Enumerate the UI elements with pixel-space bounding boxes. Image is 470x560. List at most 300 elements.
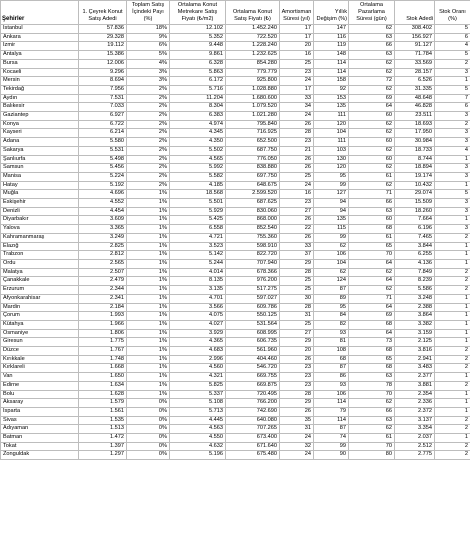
cell-stock-ratio: 2 bbox=[435, 451, 470, 460]
cell-price-per-m2: 4.701 bbox=[170, 294, 226, 303]
cell-sales-share: 1% bbox=[127, 294, 170, 303]
cell-stock-ratio: 1 bbox=[435, 329, 470, 338]
cell-stock-ratio: 2 bbox=[435, 381, 470, 390]
cell-payback-years: 24 bbox=[280, 112, 314, 121]
cell-avg-price: 652.500 bbox=[226, 138, 280, 147]
cell-stock-count: 18.693 bbox=[395, 120, 435, 129]
cell-price-per-m2: 2.996 bbox=[170, 355, 226, 364]
header-city: Şehirler bbox=[1, 1, 79, 25]
cell-stock-ratio: 1 bbox=[435, 251, 470, 260]
cell-sales-share: 1% bbox=[127, 233, 170, 242]
cell-stock-count: 2.372 bbox=[395, 407, 435, 416]
cell-sales-count: 1.561 bbox=[79, 407, 127, 416]
cell-city: Düzce bbox=[1, 347, 79, 356]
cell-stock-count: 3.382 bbox=[395, 320, 435, 329]
table-row bbox=[1, 181, 470, 190]
cell-city: Batman bbox=[1, 434, 79, 443]
cell-marketing-days: 62 bbox=[349, 59, 395, 68]
cell-avg-price: 720.495 bbox=[226, 390, 280, 399]
cell-sales-count: 3.365 bbox=[79, 225, 127, 234]
cell-stock-ratio: 2 bbox=[435, 120, 470, 129]
cell-payback-years: 37 bbox=[280, 251, 314, 260]
cell-stock-count: 46.828 bbox=[395, 103, 435, 112]
cell-yearly-change: 111 bbox=[314, 138, 349, 147]
cell-payback-years: 16 bbox=[280, 51, 314, 60]
cell-yearly-change: 95 bbox=[314, 172, 349, 181]
cell-yearly-change: 104 bbox=[314, 129, 349, 138]
cell-avg-price: 854.280 bbox=[226, 59, 280, 68]
cell-payback-years: 35 bbox=[280, 416, 314, 425]
cell-yearly-change: 120 bbox=[314, 164, 349, 173]
header-row bbox=[1, 1, 470, 25]
table-row bbox=[1, 190, 470, 199]
table-row bbox=[1, 303, 470, 312]
cell-price-per-m2: 3.523 bbox=[170, 242, 226, 251]
header-sales-share: Toplam Satış İçindeki Payı (%) bbox=[127, 1, 170, 25]
cell-marketing-days: 65 bbox=[349, 355, 395, 364]
cell-city: Ordu bbox=[1, 259, 79, 268]
cell-city: Antalya bbox=[1, 51, 79, 60]
table-row bbox=[1, 390, 470, 399]
cell-price-per-m2: 3.929 bbox=[170, 329, 226, 338]
table-row bbox=[1, 329, 470, 338]
cell-marketing-days: 64 bbox=[349, 103, 395, 112]
table-row bbox=[1, 373, 470, 382]
cell-yearly-change: 114 bbox=[314, 68, 349, 77]
cell-city: Denizli bbox=[1, 207, 79, 216]
cell-sales-count: 2.825 bbox=[79, 242, 127, 251]
cell-marketing-days: 61 bbox=[349, 172, 395, 181]
cell-sales-count: 9.296 bbox=[79, 68, 127, 77]
cell-sales-count: 1.966 bbox=[79, 320, 127, 329]
cell-sales-count: 6.722 bbox=[79, 120, 127, 129]
cell-price-per-m2: 11.204 bbox=[170, 94, 226, 103]
cell-stock-ratio: 5 bbox=[435, 51, 470, 60]
cell-stock-count: 3.137 bbox=[395, 416, 435, 425]
table-row bbox=[1, 407, 470, 416]
table-row bbox=[1, 442, 470, 451]
cell-avg-price: 608.995 bbox=[226, 329, 280, 338]
cell-yearly-change: 62 bbox=[314, 242, 349, 251]
table-row bbox=[1, 416, 470, 425]
cell-avg-price: 707.940 bbox=[226, 259, 280, 268]
cell-stock-ratio: 3 bbox=[435, 129, 470, 138]
cell-sales-count: 1.806 bbox=[79, 329, 127, 338]
cell-city: İzmir bbox=[1, 42, 79, 51]
cell-stock-ratio: 2 bbox=[435, 416, 470, 425]
cell-sales-share: 1% bbox=[127, 190, 170, 199]
cell-yearly-change: 84 bbox=[314, 312, 349, 321]
cell-payback-years: 20 bbox=[280, 42, 314, 51]
cell-marketing-days: 68 bbox=[349, 364, 395, 373]
cell-price-per-m2: 18.568 bbox=[170, 190, 226, 199]
cell-city: Edirne bbox=[1, 381, 79, 390]
cell-sales-share: 1% bbox=[127, 207, 170, 216]
cell-price-per-m2: 4.027 bbox=[170, 320, 226, 329]
cell-sales-count: 2.479 bbox=[79, 277, 127, 286]
cell-city: Giresun bbox=[1, 338, 79, 347]
cell-avg-price: 697.750 bbox=[226, 172, 280, 181]
cell-sales-share: 1% bbox=[127, 225, 170, 234]
cell-price-per-m2: 3.135 bbox=[170, 286, 226, 295]
cell-yearly-change: 148 bbox=[314, 51, 349, 60]
cell-stock-count: 2.941 bbox=[395, 355, 435, 364]
cell-payback-years: 26 bbox=[280, 164, 314, 173]
cell-payback-years: 34 bbox=[280, 103, 314, 112]
cell-marketing-days: 69 bbox=[349, 312, 395, 321]
cell-sales-share: 0% bbox=[127, 442, 170, 451]
cell-stock-count: 18.733 bbox=[395, 146, 435, 155]
cell-payback-years: 30 bbox=[280, 294, 314, 303]
table-row bbox=[1, 112, 470, 121]
table-row bbox=[1, 338, 470, 347]
cell-avg-price: 755.360 bbox=[226, 233, 280, 242]
table-row bbox=[1, 268, 470, 277]
cell-stock-ratio: 6 bbox=[435, 33, 470, 42]
cell-stock-ratio: 1 bbox=[435, 216, 470, 225]
cell-city: Tekirdağ bbox=[1, 85, 79, 94]
cell-payback-years: 17 bbox=[280, 25, 314, 34]
cell-price-per-m2: 5.716 bbox=[170, 85, 226, 94]
cell-marketing-days: 62 bbox=[349, 129, 395, 138]
cell-stock-ratio: 7 bbox=[435, 94, 470, 103]
cell-stock-count: 6.526 bbox=[395, 77, 435, 86]
cell-city: Çorum bbox=[1, 312, 79, 321]
cell-price-per-m2: 4.321 bbox=[170, 373, 226, 382]
cell-payback-years: 25 bbox=[280, 59, 314, 68]
cell-price-per-m2: 9.861 bbox=[170, 51, 226, 60]
cell-avg-price: 1.028.880 bbox=[226, 85, 280, 94]
cell-yearly-change: 135 bbox=[314, 103, 349, 112]
cell-marketing-days: 62 bbox=[349, 68, 395, 77]
table-row bbox=[1, 77, 470, 86]
cell-sales-share: 2% bbox=[127, 138, 170, 147]
cell-sales-share: 2% bbox=[127, 112, 170, 121]
cell-payback-years: 32 bbox=[280, 442, 314, 451]
cell-marketing-days: 68 bbox=[349, 320, 395, 329]
cell-sales-share: 2% bbox=[127, 94, 170, 103]
cell-marketing-days: 70 bbox=[349, 442, 395, 451]
cell-stock-count: 3.864 bbox=[395, 312, 435, 321]
cell-marketing-days: 68 bbox=[349, 347, 395, 356]
cell-sales-count: 7.531 bbox=[79, 94, 127, 103]
cell-stock-ratio: 1 bbox=[435, 320, 470, 329]
cell-city: Kahramanmaraş bbox=[1, 233, 79, 242]
cell-avg-price: 925.800 bbox=[226, 77, 280, 86]
cell-payback-years: 23 bbox=[280, 373, 314, 382]
cell-yearly-change: 127 bbox=[314, 190, 349, 199]
cell-avg-price: 404.460 bbox=[226, 355, 280, 364]
cell-price-per-m2: 5.713 bbox=[170, 407, 226, 416]
cell-sales-count: 1.579 bbox=[79, 399, 127, 408]
header-stock-count: Stok Adedi bbox=[395, 1, 435, 25]
cell-stock-ratio: 2 bbox=[435, 268, 470, 277]
cell-marketing-days: 60 bbox=[349, 216, 395, 225]
cell-avg-price: 675.480 bbox=[226, 451, 280, 460]
cell-stock-count: 18.894 bbox=[395, 164, 435, 173]
cell-sales-share: 1% bbox=[127, 347, 170, 356]
cell-price-per-m2: 5.501 bbox=[170, 199, 226, 208]
cell-stock-count: 2.512 bbox=[395, 442, 435, 451]
cell-avg-price: 766.200 bbox=[226, 399, 280, 408]
cell-stock-ratio: 2 bbox=[435, 425, 470, 434]
cell-marketing-days: 62 bbox=[349, 399, 395, 408]
cell-sales-count: 1.634 bbox=[79, 381, 127, 390]
cell-sales-share: 1% bbox=[127, 381, 170, 390]
cell-sales-share: 2% bbox=[127, 164, 170, 173]
table-row bbox=[1, 364, 470, 373]
cell-sales-share: 0% bbox=[127, 407, 170, 416]
cell-price-per-m2: 5.142 bbox=[170, 251, 226, 260]
cell-price-per-m2: 5.825 bbox=[170, 381, 226, 390]
cell-payback-years: 26 bbox=[280, 120, 314, 129]
cell-sales-share: 1% bbox=[127, 320, 170, 329]
cell-yearly-change: 116 bbox=[314, 33, 349, 42]
cell-stock-count: 3.844 bbox=[395, 242, 435, 251]
cell-sales-count: 1.993 bbox=[79, 312, 127, 321]
table-row bbox=[1, 85, 470, 94]
cell-marketing-days: 64 bbox=[349, 329, 395, 338]
cell-payback-years: 23 bbox=[280, 381, 314, 390]
cell-sales-count: 2.565 bbox=[79, 259, 127, 268]
table-row bbox=[1, 434, 470, 443]
cell-sales-count: 29.328 bbox=[79, 33, 127, 42]
cell-marketing-days: 65 bbox=[349, 242, 395, 251]
cell-stock-count: 3.159 bbox=[395, 329, 435, 338]
cell-price-per-m2: 4.560 bbox=[170, 364, 226, 373]
cell-marketing-days: 70 bbox=[349, 390, 395, 399]
cell-yearly-change: 158 bbox=[314, 77, 349, 86]
cell-price-per-m2: 4.365 bbox=[170, 338, 226, 347]
cell-payback-years: 26 bbox=[280, 407, 314, 416]
cell-marketing-days: 63 bbox=[349, 51, 395, 60]
cell-price-per-m2: 4.974 bbox=[170, 120, 226, 129]
cell-stock-count: 8.744 bbox=[395, 155, 435, 164]
cell-city: Trabzon bbox=[1, 251, 79, 260]
cell-avg-price: 830.060 bbox=[226, 207, 280, 216]
cell-city: Kırklareli bbox=[1, 364, 79, 373]
cell-avg-price: 722.520 bbox=[226, 33, 280, 42]
cell-sales-count: 4.552 bbox=[79, 199, 127, 208]
cell-marketing-days: 62 bbox=[349, 181, 395, 190]
cell-payback-years: 28 bbox=[280, 390, 314, 399]
cell-stock-ratio: 5 bbox=[435, 85, 470, 94]
cell-avg-price: 1.680.600 bbox=[226, 94, 280, 103]
cell-avg-price: 598.910 bbox=[226, 242, 280, 251]
cell-sales-share: 2% bbox=[127, 181, 170, 190]
cell-payback-years: 26 bbox=[280, 155, 314, 164]
cell-marketing-days: 63 bbox=[349, 373, 395, 382]
cell-marketing-days: 64 bbox=[349, 303, 395, 312]
cell-sales-share: 1% bbox=[127, 251, 170, 260]
cell-city: Hatay bbox=[1, 181, 79, 190]
cell-avg-price: 742.690 bbox=[226, 407, 280, 416]
cell-avg-price: 822.720 bbox=[226, 251, 280, 260]
cell-yearly-change: 74 bbox=[314, 434, 349, 443]
cell-payback-years: 20 bbox=[280, 347, 314, 356]
cell-sales-share: 0% bbox=[127, 434, 170, 443]
cell-stock-count: 31.335 bbox=[395, 85, 435, 94]
cell-stock-count: 2.125 bbox=[395, 338, 435, 347]
table-row bbox=[1, 399, 470, 408]
cell-yearly-change: 114 bbox=[314, 416, 349, 425]
table-row bbox=[1, 216, 470, 225]
cell-stock-count: 10.432 bbox=[395, 181, 435, 190]
cell-stock-ratio: 3 bbox=[435, 225, 470, 234]
cell-city: Gaziantep bbox=[1, 112, 79, 121]
cell-price-per-m2: 5.352 bbox=[170, 33, 226, 42]
header-yearly-change: Yıllık Değişim (%) bbox=[314, 1, 349, 25]
table-row bbox=[1, 25, 470, 34]
cell-stock-ratio: 1 bbox=[435, 373, 470, 382]
cell-marketing-days: 62 bbox=[349, 120, 395, 129]
cell-sales-count: 1.397 bbox=[79, 442, 127, 451]
cell-yearly-change: 120 bbox=[314, 120, 349, 129]
cell-stock-ratio: 1 bbox=[435, 77, 470, 86]
cell-city: Van bbox=[1, 373, 79, 382]
cell-avg-price: 707.265 bbox=[226, 425, 280, 434]
cell-marketing-days: 64 bbox=[349, 259, 395, 268]
cell-sales-count: 5.531 bbox=[79, 146, 127, 155]
table-row bbox=[1, 68, 470, 77]
cell-sales-count: 1.628 bbox=[79, 390, 127, 399]
cell-stock-count: 29.074 bbox=[395, 190, 435, 199]
cell-sales-count: 7.033 bbox=[79, 103, 127, 112]
cell-payback-years: 24 bbox=[280, 434, 314, 443]
cell-avg-price: 2.599.520 bbox=[226, 190, 280, 199]
cell-marketing-days: 61 bbox=[349, 434, 395, 443]
cell-stock-count: 3.816 bbox=[395, 347, 435, 356]
cell-avg-price: 1.079.520 bbox=[226, 103, 280, 112]
cell-stock-count: 308.402 bbox=[395, 25, 435, 34]
cell-city: Diyarbakır bbox=[1, 216, 79, 225]
cell-stock-count: 23.511 bbox=[395, 112, 435, 121]
cell-payback-years: 29 bbox=[280, 399, 314, 408]
cell-marketing-days: 66 bbox=[349, 407, 395, 416]
cell-sales-count: 5.224 bbox=[79, 172, 127, 181]
cell-sales-share: 2% bbox=[127, 146, 170, 155]
cell-yearly-change: 119 bbox=[314, 42, 349, 51]
cell-yearly-change: 86 bbox=[314, 373, 349, 382]
cell-marketing-days: 63 bbox=[349, 207, 395, 216]
cell-marketing-days: 62 bbox=[349, 85, 395, 94]
cell-city: Zonguldak bbox=[1, 451, 79, 460]
cell-stock-count: 18.260 bbox=[395, 207, 435, 216]
table-row bbox=[1, 207, 470, 216]
cell-marketing-days: 78 bbox=[349, 381, 395, 390]
cell-price-per-m2: 5.502 bbox=[170, 146, 226, 155]
cell-avg-price: 687.750 bbox=[226, 146, 280, 155]
cell-stock-count: 3.881 bbox=[395, 381, 435, 390]
cell-stock-count: 17.950 bbox=[395, 129, 435, 138]
cell-yearly-change: 94 bbox=[314, 199, 349, 208]
cell-price-per-m2: 8.304 bbox=[170, 103, 226, 112]
cell-stock-ratio: 1 bbox=[435, 338, 470, 347]
cell-avg-price: 606.735 bbox=[226, 338, 280, 347]
cell-stock-count: 2.775 bbox=[395, 451, 435, 460]
cell-marketing-days: 63 bbox=[349, 416, 395, 425]
cell-payback-years: 27 bbox=[280, 207, 314, 216]
table-row bbox=[1, 172, 470, 181]
cell-city: Bursa bbox=[1, 59, 79, 68]
cell-sales-share: 0% bbox=[127, 416, 170, 425]
cell-sales-share: 2% bbox=[127, 103, 170, 112]
cell-city: Aydın bbox=[1, 94, 79, 103]
cell-city: Ankara bbox=[1, 33, 79, 42]
cell-stock-ratio: 6 bbox=[435, 103, 470, 112]
cell-price-per-m2: 4.565 bbox=[170, 155, 226, 164]
cell-sales-count: 2.344 bbox=[79, 286, 127, 295]
cell-price-per-m2: 4.683 bbox=[170, 347, 226, 356]
cell-avg-price: 678.366 bbox=[226, 268, 280, 277]
table-row bbox=[1, 277, 470, 286]
table-row bbox=[1, 51, 470, 60]
cell-stock-ratio: 2 bbox=[435, 347, 470, 356]
cell-stock-count: 71.784 bbox=[395, 51, 435, 60]
table-row bbox=[1, 129, 470, 138]
cell-sales-share: 5% bbox=[127, 51, 170, 60]
table-body bbox=[1, 25, 470, 460]
header-payback-years: Amortisman Süresi (yıl) bbox=[280, 1, 314, 25]
cell-marketing-days: 60 bbox=[349, 155, 395, 164]
cell-marketing-days: 63 bbox=[349, 33, 395, 42]
header-price-per-m2: Ortalama Konut Metrekare Satış Fiyatı (₺/m2) bbox=[170, 1, 226, 25]
table-header bbox=[1, 1, 470, 25]
cell-yearly-change: 104 bbox=[314, 259, 349, 268]
cell-payback-years: 17 bbox=[280, 85, 314, 94]
cell-stock-count: 4.136 bbox=[395, 259, 435, 268]
cell-avg-price: 1.228.240 bbox=[226, 42, 280, 51]
cell-avg-price: 669.875 bbox=[226, 381, 280, 390]
cell-payback-years: 26 bbox=[280, 355, 314, 364]
cell-marketing-days: 80 bbox=[349, 451, 395, 460]
cell-stock-count: 8.239 bbox=[395, 277, 435, 286]
cell-stock-ratio: 1 bbox=[435, 434, 470, 443]
cell-price-per-m2: 4.632 bbox=[170, 442, 226, 451]
cell-sales-share: 1% bbox=[127, 364, 170, 373]
cell-city: Çanakkale bbox=[1, 277, 79, 286]
cell-sales-count: 2.341 bbox=[79, 294, 127, 303]
cell-avg-price: 716.925 bbox=[226, 129, 280, 138]
cell-sales-share: 1% bbox=[127, 390, 170, 399]
cell-city: Elazığ bbox=[1, 242, 79, 251]
cell-avg-price: 779.779 bbox=[226, 68, 280, 77]
table-row bbox=[1, 286, 470, 295]
cell-city: Tokat bbox=[1, 442, 79, 451]
cell-marketing-days: 71 bbox=[349, 190, 395, 199]
cell-marketing-days: 60 bbox=[349, 138, 395, 147]
cell-yearly-change: 115 bbox=[314, 225, 349, 234]
table-row bbox=[1, 355, 470, 364]
cell-payback-years: 23 bbox=[280, 138, 314, 147]
cell-price-per-m2: 4.014 bbox=[170, 268, 226, 277]
cell-yearly-change: 90 bbox=[314, 451, 349, 460]
cell-city: Aksaray bbox=[1, 399, 79, 408]
table-row bbox=[1, 251, 470, 260]
cell-marketing-days: 62 bbox=[349, 146, 395, 155]
cell-marketing-days: 70 bbox=[349, 251, 395, 260]
cell-sales-count: 1.668 bbox=[79, 364, 127, 373]
cell-sales-share: 0% bbox=[127, 399, 170, 408]
cell-yearly-change: 92 bbox=[314, 85, 349, 94]
cell-payback-years: 23 bbox=[280, 199, 314, 208]
cell-yearly-change: 106 bbox=[314, 390, 349, 399]
cell-payback-years: 26 bbox=[280, 216, 314, 225]
cell-payback-years: 25 bbox=[280, 320, 314, 329]
table-row bbox=[1, 59, 470, 68]
cell-marketing-days: 69 bbox=[349, 94, 395, 103]
cell-stock-count: 2.336 bbox=[395, 399, 435, 408]
